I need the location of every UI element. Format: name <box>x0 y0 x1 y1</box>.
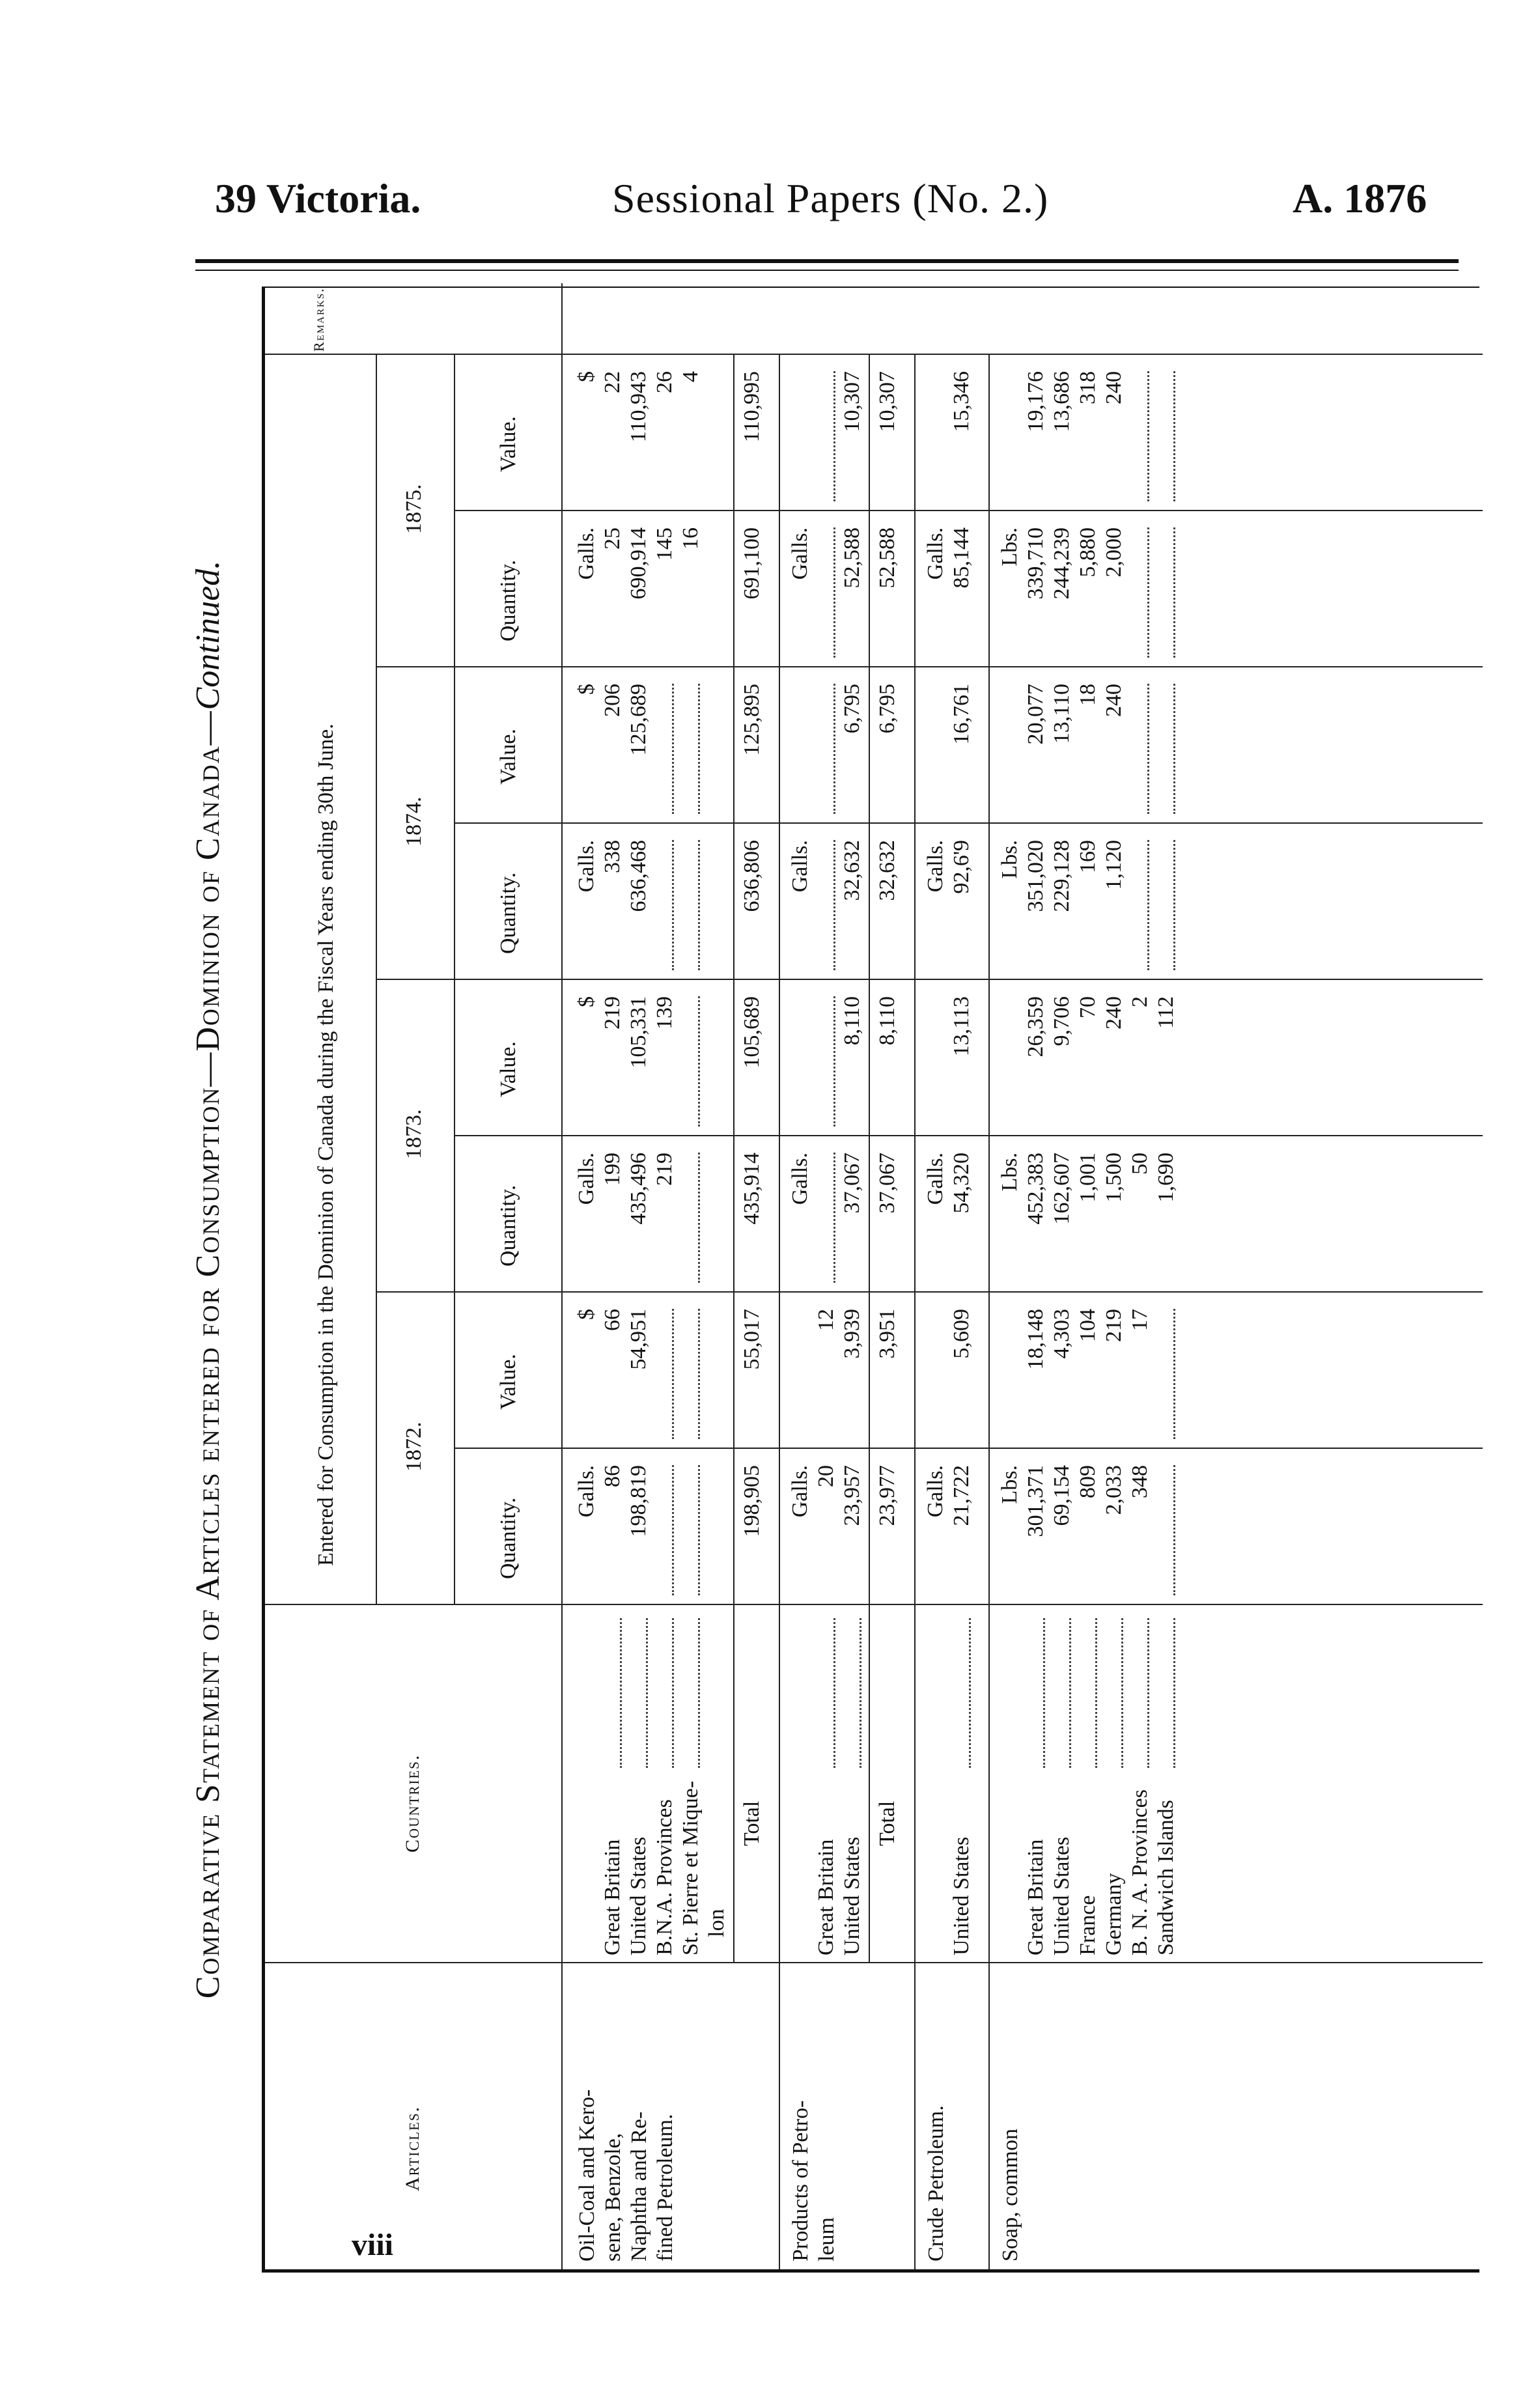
country-name-cont: lon <box>705 1909 729 1937</box>
article-name: fined Petroleum. <box>653 2114 677 2261</box>
total-cell: 23,977 <box>875 1465 899 1526</box>
total-rule <box>733 355 735 1963</box>
empty-cell-dots <box>833 371 835 501</box>
table-cell: 23,957 <box>840 1465 864 1526</box>
table-cell: 198,819 <box>626 1465 651 1537</box>
table-cell: 32,632 <box>840 840 864 901</box>
table-cell: 17 <box>1128 1309 1152 1331</box>
leader-dots <box>833 1618 835 1768</box>
group-header: Entered for Consumption in the Dominion of Canada during the Fiscal Years ending 30th June. <box>314 723 338 1566</box>
header-left: 39 Victoria. <box>215 175 421 221</box>
table-cell: 18,148 <box>1024 1309 1048 1370</box>
table-cell: 19,176 <box>1024 371 1048 432</box>
unit-label: Galls. <box>788 1153 812 1205</box>
table-cell: 10,307 <box>840 371 864 432</box>
row-rule <box>779 355 780 2269</box>
total-label: Total <box>875 1800 899 1846</box>
unit-label: Lbs. <box>998 1153 1022 1192</box>
table-cell: 339,710 <box>1024 527 1048 600</box>
leader-dots <box>646 1618 648 1768</box>
country-name: United States <box>1050 1836 1074 1955</box>
total-cell: 691,100 <box>740 527 764 600</box>
empty-cell-dots <box>1147 684 1149 814</box>
empty-cell-dots <box>1173 684 1175 814</box>
table-cell: 240 <box>1102 371 1126 404</box>
table-cell: 13,686 <box>1050 371 1074 432</box>
total-cell: 8,110 <box>875 996 899 1046</box>
empty-cell-dots <box>672 1309 674 1439</box>
empty-cell-dots <box>698 996 700 1127</box>
country-name: United States <box>949 1836 973 1955</box>
table-cell: 169 <box>1076 840 1100 873</box>
table-cell: 20,077 <box>1024 684 1048 745</box>
total-cell: 110,995 <box>740 371 764 443</box>
title-main: Comparative Statement of Articles entered for Consumption—Dominion of Canada— <box>189 710 227 1999</box>
table-cell: 318 <box>1076 371 1100 404</box>
statement-table <box>262 287 1479 2273</box>
table-cell: 809 <box>1076 1465 1100 1498</box>
unit-label: Galls. <box>923 1465 947 1518</box>
unit-label: Lbs. <box>998 840 1022 879</box>
title-continued: Continued. <box>189 560 227 710</box>
qty-value-rule <box>454 510 1483 511</box>
empty-cell-dots <box>698 1309 700 1439</box>
page-number: viii <box>352 2228 394 2262</box>
table-cell: 22 <box>600 371 624 393</box>
empty-cell-dots <box>672 840 674 970</box>
table-cell: 12 <box>814 1309 838 1331</box>
table-cell: 338 <box>600 840 624 873</box>
article-name: Naphtha and Re- <box>627 2111 651 2261</box>
table-cell: 69,154 <box>1050 1465 1074 1526</box>
empty-cell-dots <box>833 996 835 1127</box>
table-cell: 219 <box>600 996 624 1029</box>
table-cell: 229,128 <box>1050 840 1074 912</box>
year-rule <box>376 1291 1483 1293</box>
qty-value-rule <box>454 1135 1483 1136</box>
table-cell: 690,914 <box>626 527 651 600</box>
empty-cell-dots <box>1147 527 1149 658</box>
unit-label: Galls. <box>923 840 947 893</box>
empty-cell-dots <box>833 1153 835 1283</box>
articles-header: Articles. <box>402 2105 423 2191</box>
unit-label: Galls. <box>923 1153 947 1205</box>
leader-dots <box>1147 1618 1149 1768</box>
unit-label: Galls. <box>574 840 598 893</box>
table-cell: 26,359 <box>1024 996 1048 1057</box>
year-header: 1875. <box>402 484 426 534</box>
table-cell: 54,951 <box>626 1309 651 1370</box>
table-cell: 636,468 <box>626 840 651 912</box>
table-cell: 21,722 <box>949 1465 973 1526</box>
rotated-table-region <box>189 287 1485 2273</box>
table-cell: 6,795 <box>840 684 864 734</box>
qty-value-rule <box>454 1448 1483 1449</box>
total-cell: 55,017 <box>740 1309 764 1370</box>
column-rule <box>265 1604 1483 1605</box>
table-cell: 199 <box>600 1153 624 1186</box>
year-rule-h <box>454 355 455 1605</box>
table-cell: 351,020 <box>1024 840 1048 912</box>
country-name: United States <box>840 1836 864 1955</box>
table-cell: 162,607 <box>1050 1153 1074 1225</box>
leader-dots <box>672 1618 674 1768</box>
table-cell: 13,113 <box>949 996 973 1057</box>
article-name: Products of Petro- <box>789 2100 813 2261</box>
unit-label: Galls. <box>788 1465 812 1518</box>
table-cell: 5,880 <box>1076 527 1100 578</box>
header-right: A. 1876 <box>1293 175 1427 221</box>
article-name: leum <box>815 2217 839 2261</box>
table-cell: 16 <box>679 527 703 550</box>
unit-label: Lbs. <box>998 1465 1022 1504</box>
table-cell: 110,943 <box>626 371 651 443</box>
unit-label: Galls. <box>574 1153 598 1205</box>
empty-cell-dots <box>698 840 700 970</box>
table-cell: 301,371 <box>1024 1465 1048 1537</box>
table-cell: 52,588 <box>840 527 864 589</box>
table-cell: 4,303 <box>1050 1309 1074 1359</box>
empty-cell-dots <box>1147 840 1149 970</box>
qty-value-rule <box>454 822 1483 824</box>
table-cell: 452,383 <box>1024 1153 1048 1225</box>
table-cell: 70 <box>1076 996 1100 1018</box>
total-cell: 198,905 <box>740 1465 764 1537</box>
quantity-header: Quantity. <box>496 559 520 641</box>
value-header: Value. <box>496 729 520 785</box>
leader-dots <box>698 1618 700 1768</box>
table-cell: 206 <box>600 684 624 717</box>
table-cell: 348 <box>1128 1465 1152 1498</box>
table-cell: 1,690 <box>1154 1153 1178 1203</box>
table-cell: 25 <box>600 527 624 550</box>
total-cell: 435,914 <box>740 1153 764 1225</box>
country-name: St. Pierre et Mique- <box>679 1780 703 1955</box>
country-name: B. N. A. Provinces <box>1128 1789 1152 1955</box>
country-name: United States <box>626 1836 651 1955</box>
leader-dots <box>1095 1618 1097 1768</box>
table-cell: 145 <box>652 527 677 561</box>
row-rule <box>988 355 990 2269</box>
total-cell: 10,307 <box>875 371 899 432</box>
empty-cell-dots <box>698 1465 700 1595</box>
header-rule-thin <box>195 270 1459 271</box>
leader-dots <box>1043 1618 1045 1768</box>
empty-cell-dots <box>698 684 700 814</box>
country-name: Germany <box>1102 1873 1126 1955</box>
table-cell: 9,706 <box>1050 996 1074 1046</box>
header-center: Sessional Papers (No. 2.) <box>612 175 1049 221</box>
unit-label: Galls. <box>788 527 812 580</box>
table-cell: 105,331 <box>626 996 651 1069</box>
year-rule <box>376 979 1483 980</box>
article-name: Crude Petroleum. <box>924 2105 948 2261</box>
header-rule <box>195 259 1459 263</box>
unit-label: Galls. <box>574 1465 598 1518</box>
table-cell: 435,496 <box>626 1153 651 1225</box>
empty-cell-dots <box>833 840 835 970</box>
value-header: Value. <box>496 1041 520 1097</box>
unit-label: $ <box>574 996 598 1007</box>
total-cell: 6,795 <box>875 684 899 734</box>
table-cell: 15,346 <box>949 371 973 432</box>
country-name: Great Britain <box>814 1839 838 1955</box>
table-cell: 2,000 <box>1102 527 1126 578</box>
table-cell: 37,067 <box>840 1153 864 1214</box>
unit-label: $ <box>574 1309 598 1320</box>
year-rule <box>376 666 1483 667</box>
table-cell: 85,144 <box>949 527 973 589</box>
table-cell: 18 <box>1076 684 1100 706</box>
table-cell: 50 <box>1128 1153 1152 1175</box>
article-name: sene, Benzole, <box>601 2133 625 2261</box>
table-cell: 2,033 <box>1102 1465 1126 1515</box>
leader-dots <box>1121 1618 1123 1768</box>
unit-label: Galls. <box>574 527 598 580</box>
table-cell: 240 <box>1102 684 1126 717</box>
year-header: 1872. <box>402 1421 426 1472</box>
unit-label: $ <box>574 684 598 695</box>
empty-cell-dots <box>672 1465 674 1595</box>
unit-label: Galls. <box>788 840 812 893</box>
total-rule <box>869 355 870 1963</box>
empty-cell-dots <box>672 684 674 814</box>
unit-label: Lbs. <box>998 527 1022 567</box>
empty-cell-dots <box>1173 1465 1175 1595</box>
empty-cell-dots <box>1173 371 1175 501</box>
total-cell: 125,895 <box>740 684 764 756</box>
article-name: Soap, common <box>998 2129 1022 2261</box>
country-name: B.N.A. Provinces <box>652 1799 677 1955</box>
year-header: 1874. <box>402 796 426 847</box>
table-cell: 219 <box>1102 1309 1126 1342</box>
total-cell: 636,806 <box>740 840 764 912</box>
empty-cell-dots <box>1173 840 1175 970</box>
leader-dots <box>620 1618 622 1768</box>
table-cell: 20 <box>814 1465 838 1487</box>
empty-cell-dots <box>698 1153 700 1283</box>
value-header: Value. <box>496 1354 520 1410</box>
total-cell: 32,632 <box>875 840 899 901</box>
table-cell: 86 <box>600 1465 624 1487</box>
page-title <box>189 287 227 2273</box>
table-cell: 16,761 <box>949 684 973 745</box>
table-cell: 125,689 <box>626 684 651 756</box>
quantity-header: Quantity. <box>496 1184 520 1267</box>
table-cell: 112 <box>1154 996 1178 1029</box>
column-rule <box>265 354 1483 355</box>
group-rule <box>376 355 377 1605</box>
table-cell: 4 <box>679 371 703 382</box>
empty-cell-dots <box>833 684 835 814</box>
table-cell: 1,500 <box>1102 1153 1126 1203</box>
remarks-header: Remarks. <box>311 287 327 352</box>
leader-dots <box>1069 1618 1071 1768</box>
table-cell: 104 <box>1076 1309 1100 1342</box>
table-cell: 66 <box>600 1309 624 1331</box>
table-cell: 26 <box>652 371 677 393</box>
table-cell: 1,120 <box>1102 840 1126 890</box>
country-name: France <box>1076 1895 1100 1955</box>
leader-dots <box>1173 1618 1175 1768</box>
unit-label: $ <box>574 371 598 382</box>
leader-dots <box>860 1618 861 1768</box>
country-name: Sandwich Islands <box>1154 1800 1178 1955</box>
quantity-header: Quantity. <box>496 872 520 954</box>
table-cell: 3,939 <box>840 1309 864 1359</box>
column-rule <box>265 1962 1483 1963</box>
country-name: Great Britain <box>1024 1839 1048 1955</box>
unit-label: Galls. <box>923 527 947 580</box>
leader-dots <box>969 1618 971 1768</box>
article-name: Oil-Coal and Kero- <box>575 2089 599 2261</box>
empty-cell-dots <box>1173 527 1175 658</box>
year-header: 1873. <box>402 1109 426 1159</box>
total-cell: 105,689 <box>740 996 764 1069</box>
empty-cell-dots <box>1147 371 1149 501</box>
empty-cell-dots <box>1173 1309 1175 1439</box>
country-name: Great Britain <box>600 1839 624 1955</box>
table-cell: 1,001 <box>1076 1153 1100 1203</box>
table-cell: 139 <box>652 996 677 1029</box>
value-header: Value. <box>496 416 520 472</box>
table-cell: 219 <box>652 1153 677 1186</box>
table-cell: 240 <box>1102 996 1126 1029</box>
table-cell: 244,239 <box>1050 527 1074 600</box>
empty-cell-dots <box>833 527 835 658</box>
table-cell: 5,609 <box>949 1309 973 1359</box>
total-cell: 37,067 <box>875 1153 899 1214</box>
countries-header: Countries. <box>402 1754 423 1853</box>
total-label: Total <box>740 1800 764 1846</box>
quantity-header: Quantity. <box>496 1497 520 1579</box>
total-cell: 3,951 <box>875 1309 899 1359</box>
row-rule <box>914 355 916 2269</box>
header-bottom-rule <box>561 283 563 2269</box>
table-cell: 8,110 <box>840 996 864 1046</box>
table-cell: 13,110 <box>1050 684 1074 744</box>
table-cell: 92,6'9 <box>949 840 973 894</box>
table-cell: 54,320 <box>949 1153 973 1214</box>
total-cell: 52,588 <box>875 527 899 589</box>
table-cell: 2 <box>1128 996 1152 1007</box>
